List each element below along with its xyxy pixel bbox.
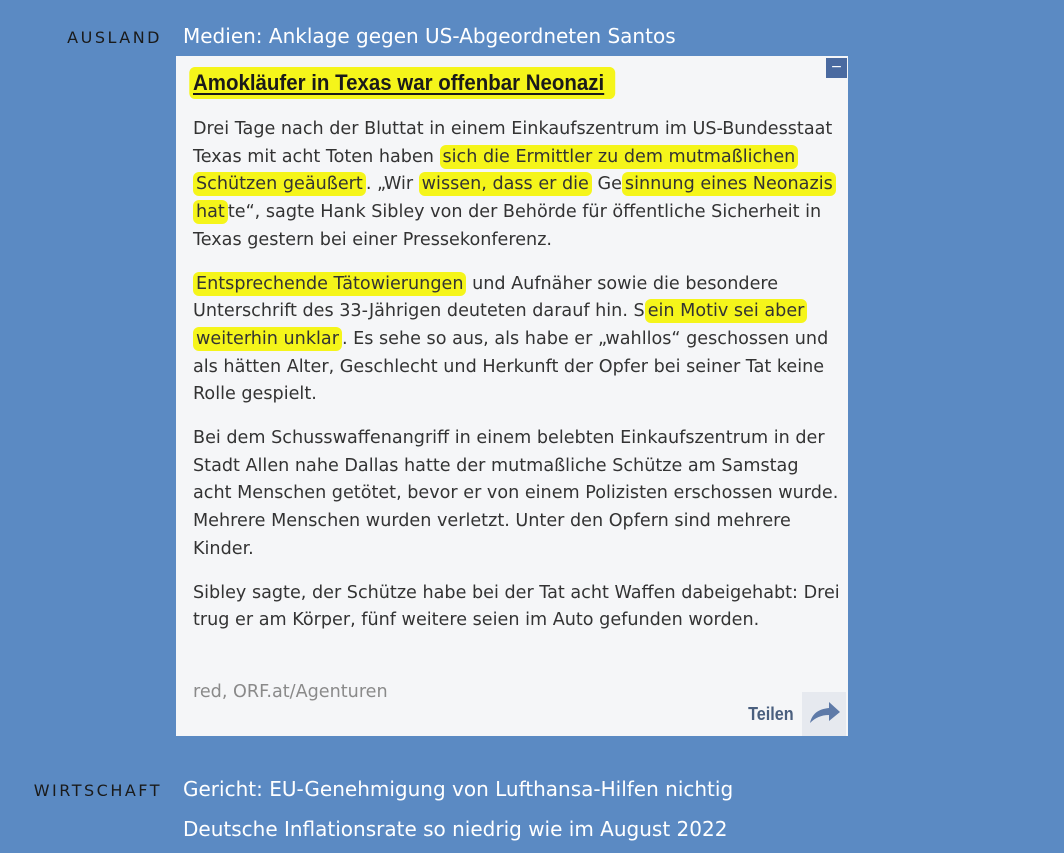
highlight: Amokläufer in Texas war offenbar Neonazi: [189, 67, 615, 99]
highlight: ein Motiv sei aber weiterhin unklar: [193, 299, 807, 351]
headline-link[interactable]: Deutsche Inflationsrate so niedrig wie im August 2022: [183, 817, 728, 841]
article-source: red, ORF.at/Agenturen: [193, 682, 388, 702]
headline-link[interactable]: Medien: Anklage gegen US-Abgeordneten Santos: [183, 24, 676, 48]
highlight: sich die Ermittler zu dem mutmaßlichen Schützen geäußert: [193, 145, 798, 197]
paragraph-2: Entsprechende Tätowierungen und Aufnäher sowie die besondere Unterschrift des 33-Jährigen deuteten darauf hin. S ein Motiv sei aber weiterhin unklar . Es sehe so aus, als habe er „wahllos“ geschossen und als hätten Alter, Geschlecht und Herkunft der Opfer bei seiner Tat keine Rolle gespielt.: [193, 273, 829, 405]
paragraph-3: Bei dem Schusswaffenangriff in einem belebten Einkaufszentrum in der Stadt Allen nahe Dallas hatte der mutmaßliche Schütze am Samstag acht Menschen getötet, bevor er von einem Polizisten erschossen wurde. Mehrere Menschen wurden verletzt. Unter den Opfern sind mehrere Kinder.: [193, 428, 839, 559]
highlight: wissen, dass er die: [419, 172, 592, 196]
share-arrow-icon[interactable]: [802, 692, 846, 736]
section-label: AUSLAND: [67, 28, 162, 47]
article-title: [193, 70, 625, 96]
highlight: Entsprechende Tätowierungen: [193, 272, 466, 296]
article-body: [193, 116, 841, 651]
collapse-button[interactable]: −: [826, 58, 847, 78]
share-button[interactable]: [748, 690, 848, 736]
headline-link[interactable]: Gericht: EU-Genehmigung von Lufthansa-Hilfen nichtig: [183, 777, 734, 801]
section-label: WIRTSCHAFT: [33, 781, 162, 800]
paragraph-1: Drei Tage nach der Bluttat in einem Einkaufszentrum im US-Bundesstaat Texas mit acht Toten haben sich die Ermittler zu dem mutmaßlichen Schützen geäußert . „Wir wissen, dass er die Ge sinnung eines Neonazis hat te“, sagte Hank Sibley von der Behörde für öffentliche Sicherheit in Texas gestern bei einer Pressekonferenz.: [193, 116, 841, 255]
share-label[interactable]: Teilen: [748, 704, 794, 724]
paragraph-4: Sibley sagte, der Schütze habe bei der Tat acht Waffen dabeigehabt: Drei trug er am Körper, fünf weitere seien im Auto gefunden worden.: [193, 582, 840, 631]
share-arrow-icon-graphic: [802, 692, 846, 736]
article-panel: [176, 56, 848, 736]
highlight: sinnung eines Neonazis hat: [193, 172, 836, 224]
